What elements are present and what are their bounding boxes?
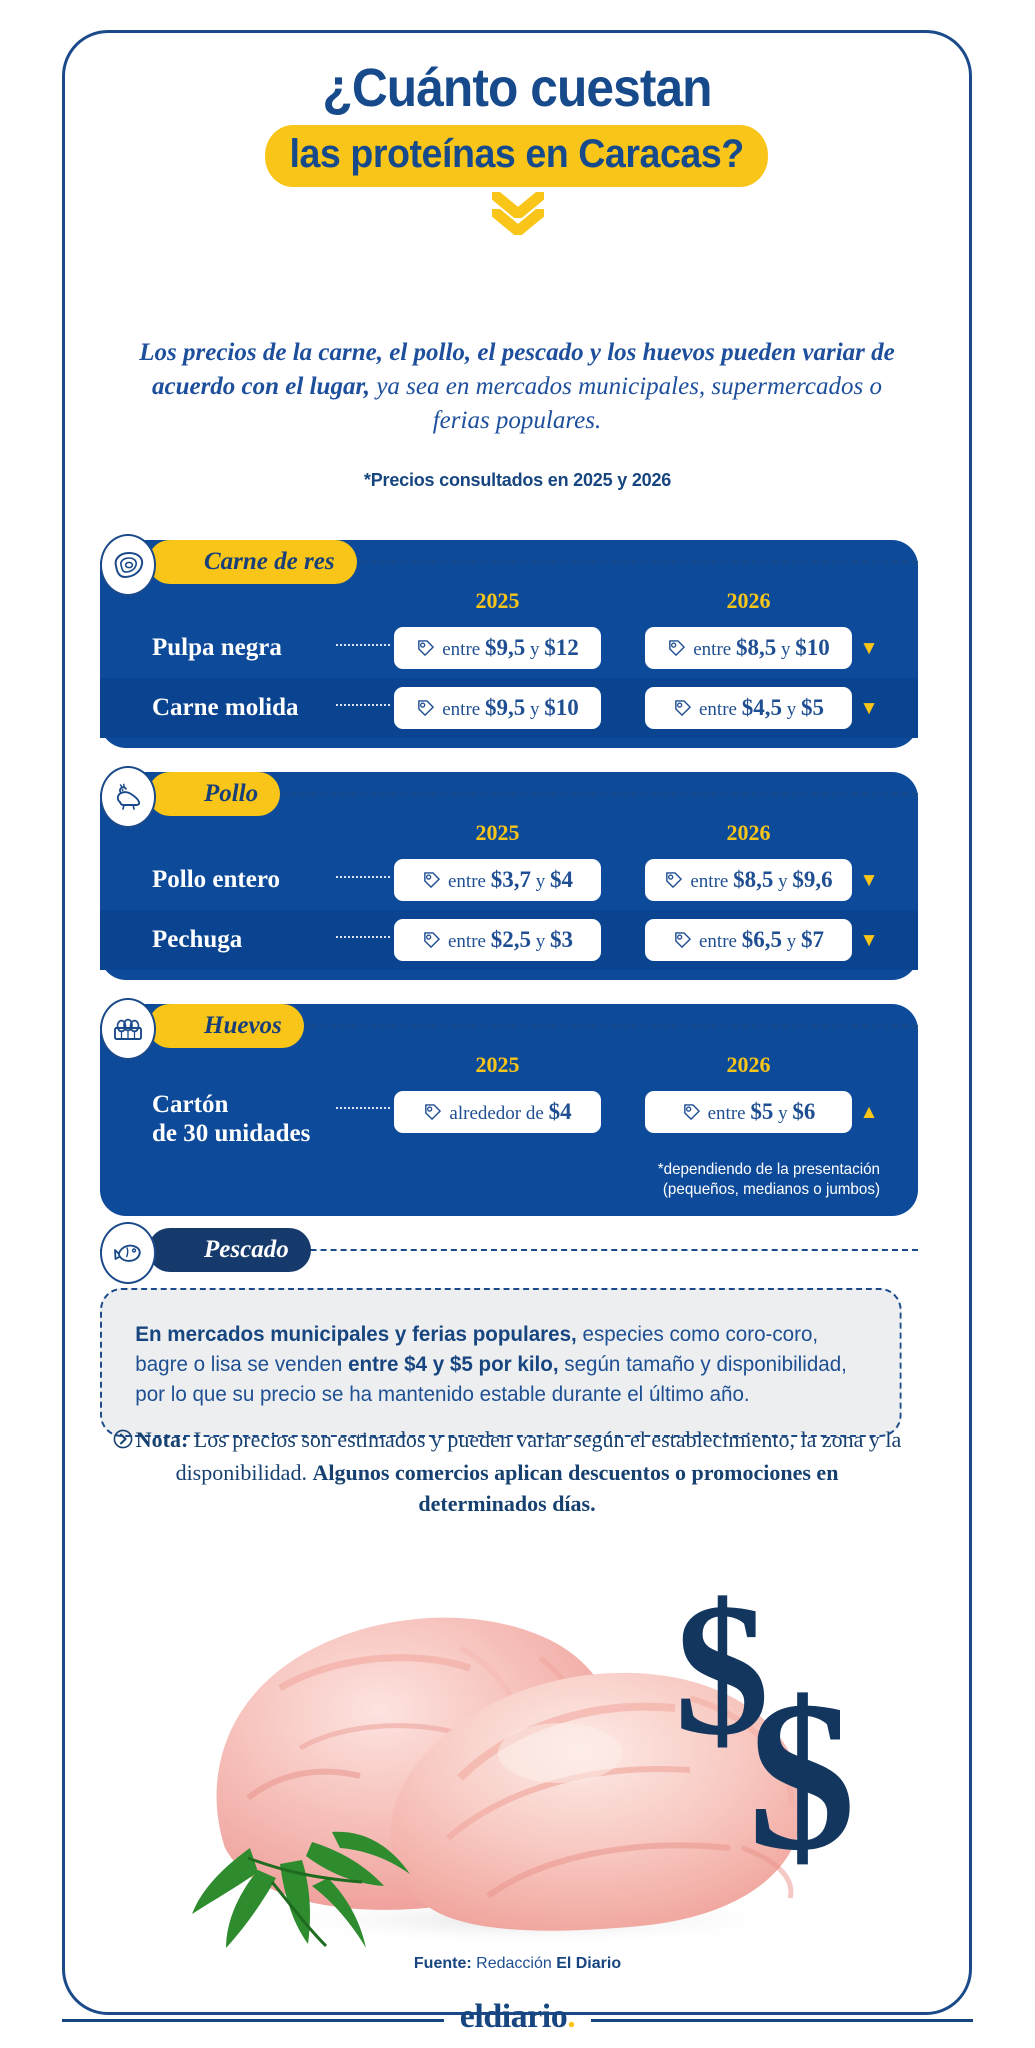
table-row [100,1082,918,1158]
price-text: entre $8,5 y $10 [693,635,830,660]
price-cell-2026 [641,627,856,669]
huevos-card [100,1004,918,1216]
row-label: Pechuga [152,925,243,953]
huevos-footnote-line2: (pequeños, medianos o jumbos) [662,1180,880,1198]
price-tag-icon [422,931,441,950]
trend-down-icon: ▼ [859,697,879,719]
intro-rest: ya sea en mercados municipales, supermercados o ferias populares. [370,373,883,434]
price-pill [645,627,852,669]
pescado-text-bold-1: En mercados municipales y ferias populares, [135,1323,577,1346]
price-pill [394,627,601,669]
price-tag-icon [673,931,692,950]
price-text: entre $2,5 y $3 [448,927,573,952]
intro-bold: Los precios de la carne, el pollo, el pescado y los huevos pueden variar de acuerdo con el lugar, [139,339,895,400]
row-label-line1: Cartón [152,1091,229,1118]
chevron-right-circle-icon [113,1426,133,1457]
pollo-section-tab: Pollo [148,772,280,816]
price-text: entre $9,5 y $12 [442,635,579,660]
leader-dots [336,876,390,878]
section-pescado [100,1228,918,1437]
price-tag-icon [416,699,435,718]
price-pill [645,859,852,901]
page-title-line1: ¿Cuánto cuestan [322,58,712,118]
price-text: entre $4,5 y $5 [699,695,824,720]
price-tag-icon [682,1103,701,1122]
intro-paragraph [122,336,912,438]
price-pill [645,1091,852,1133]
source-label: Fuente: [413,1955,472,1972]
egg-carton-icon [100,998,156,1060]
price-tag-icon [667,639,686,658]
pescado-text-1: especies como coro-coro, bagre o lisa se venden [135,1323,819,1376]
price-text: entre $9,5 y $10 [442,695,579,720]
source-name: El Diario [556,1955,622,1972]
years-consulted-note: *Precios consultados en 2025 y 2026 [363,470,672,490]
chicken-icon [100,766,156,828]
eldiario-logo[interactable] [444,1998,591,2036]
table-row [100,678,918,738]
price-tag-icon [673,699,692,718]
section-carne-de-res [100,540,918,748]
pollo-card [100,772,918,980]
pescado-text-2: según tamaño y disponibilidad, por lo que su precio se ha mantenido estable durante el último año. [135,1352,847,1406]
huevos-section-tab: Huevos [148,1004,304,1048]
row-label: Pulpa negra [152,633,282,661]
row-label: Carne molida [152,693,299,721]
nota-text-bold: Algunos comercios aplican descuentos o promociones en determinados días. [312,1460,839,1517]
fish-icon [100,1222,156,1284]
pescado-text-bold-2: entre $4 y $5 por kilo, [348,1352,559,1376]
leader-dots [336,936,390,938]
footer-logo-bar [62,2000,973,2040]
price-cell-2026 [641,687,856,729]
price-text: entre $3,7 y $4 [448,867,573,892]
raw-chicken-photo [130,1548,890,1948]
price-cell-2025 [390,1091,605,1133]
price-cell-2025 [390,687,605,729]
section-pollo [100,772,918,980]
price-cell-2026 [641,859,856,901]
logo-dot: . [567,1998,576,2035]
trend-down-icon: ▼ [859,869,879,891]
price-pill [394,859,601,901]
carne-year-2025: 2025 [475,588,520,613]
dollar-sign-2: $ [748,1656,856,1895]
carne-year-2026: 2026 [726,588,771,613]
pollo-year-2025: 2025 [475,820,520,845]
steak-icon [100,534,156,596]
price-pill [394,687,601,729]
price-cell-2026 [641,919,856,961]
trend-down-icon: ▼ [859,929,879,951]
price-tag-icon [416,639,435,658]
section-huevos [100,1004,918,1216]
price-tag-icon [422,871,441,890]
price-text: entre $5 y $6 [707,1099,816,1124]
leader-dots [336,704,390,706]
table-row [100,910,918,970]
huevos-footnote-line1: *dependiendo de la presentación [657,1160,880,1178]
page-title-line2: las proteínas en Caracas? [265,125,768,187]
nota-text: Los precios son estimados y pueden variar según el establecimiento, la zona y la disponibilidad. [175,1427,902,1486]
table-row [100,850,918,910]
leader-dots [336,1107,390,1109]
nota-block [112,1424,902,1520]
leader-dots [336,644,390,646]
table-row [100,618,918,678]
page-title-pill-wrap [62,125,972,187]
carne-card [100,540,918,748]
nota-label: Nota: [135,1427,189,1452]
price-pill [645,687,852,729]
row-label: Pollo entero [152,865,280,893]
pescado-description-box [100,1288,902,1437]
price-cell-2025 [390,859,605,901]
price-tag-icon [664,871,683,890]
pescado-section-tab: Pescado [148,1228,311,1272]
price-pill [394,1091,601,1133]
header [62,60,972,187]
huevos-footnote [141,1158,918,1216]
price-text: entre $8,5 y $9,6 [690,867,833,892]
logo-rule-left [62,2019,444,2022]
price-tag-icon [423,1103,442,1122]
pollo-year-2026: 2026 [726,820,771,845]
chevron-down-decoration [0,192,1035,235]
price-pill [394,919,601,961]
price-text: entre $6,5 y $7 [699,927,824,952]
trend-up-icon: ▲ [859,1102,879,1123]
price-cell-2026 [641,1091,856,1133]
price-cell-2025 [390,627,605,669]
source-credit [0,1955,1035,1973]
trend-down-icon: ▼ [859,637,879,659]
source-text: Redacción [471,1955,557,1972]
logo-word: eldiario [459,1998,568,2035]
huevos-year-2025: 2025 [475,1052,520,1077]
row-label [100,1091,336,1149]
huevos-year-2026: 2026 [726,1052,771,1077]
price-text: alrededor de $4 [449,1099,572,1124]
carne-section-tab: Carne de res [148,540,357,584]
price-cell-2025 [390,919,605,961]
dollar-sign-1: $ [674,1565,770,1775]
logo-rule-right [591,2019,973,2022]
price-pill [645,919,852,961]
row-label-line2: de 30 unidades [152,1119,311,1147]
